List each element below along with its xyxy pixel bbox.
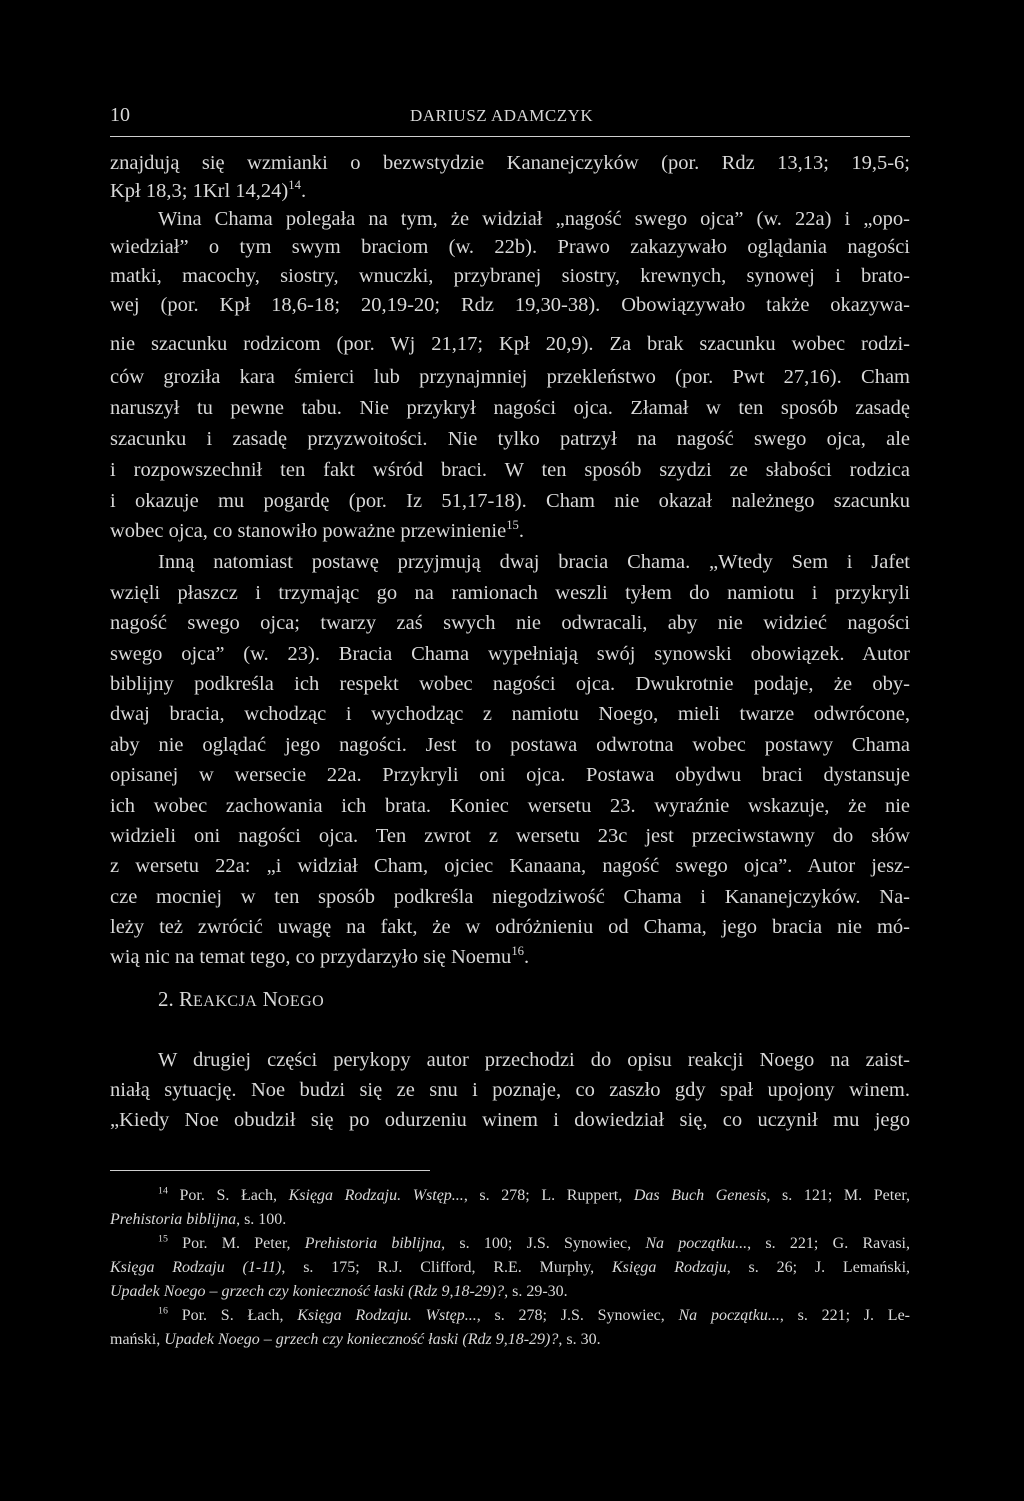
running-title: DARIUSZ ADAMCZYK [410, 106, 594, 125]
footnote-rule [110, 1170, 430, 1171]
text-line: swego ojca” (w. 23). Bracia Chama wypełniają swój synowski obowiązek. Autor [110, 643, 910, 665]
text-line: niałą sytuację. Noe budzi się ze snu i poznaje, co zaszło gdy spał upojony winem. [110, 1079, 910, 1101]
footnote-ref: 14 [288, 178, 301, 193]
footnote-14-line-1: $^{14}$ Por. S. Łach, Księga Rodzaju. Wstęp..., s. 278; L. Ruppert, Das Buch Genesis, s. 121; M. Peter, [158, 1185, 911, 1204]
text-line: cze mocniej w ten sposób podkreśla niegodziwość Chama i Kananejczyków. Na- [110, 886, 910, 908]
footnote-15-line-2: Księga Rodzaju (1-11), s. 175; R.J. Clifford, R.E. Murphy, Księga Rodzaju, s. 26; J. Lemański, [110, 1259, 911, 1276]
text-line: „Kiedy Noe obudził się po odurzeniu winem i dowiedział się, co uczynił mu jego [110, 1109, 910, 1131]
footnote-15-line-1: $^{15}$ Por. M. Peter, Prehistoria biblijna, s. 100; J.S. Synowiec, Na początku..., s. 221; G. Ravasi, [158, 1233, 911, 1252]
text-line: naruszył tu pewne tabu. Nie przykrył nagości ojca. Złamał w ten sposób zasadę [110, 397, 910, 419]
footnote-ref: 16 [511, 944, 525, 959]
footnote-ref: 15 [506, 518, 519, 533]
text-line: i rozpowszechnił ten fakt wśród braci. W ten sposób szydzi ze słabości rodzica [110, 459, 910, 481]
text-line: Inną natomiast postawę przyjmują dwaj bracia Chama. „Wtedy Sem i Jafet [158, 551, 910, 573]
page-number: 10 [110, 104, 130, 126]
section-heading: 2. REAKCJA NOEGO [158, 987, 325, 1011]
text-line: Wina Chama polegała na tym, że widział „nagość swego ojca” (w. 22a) i „opo- [158, 208, 910, 230]
text-line: dwaj bracia, wchodząc i wychodząc z namiotu Noego, mieli twarze odwrócone, [110, 703, 910, 725]
text-line: matki, macochy, siostry, wnuczki, przybranej siostry, krewnych, synowej i brato- [110, 265, 910, 287]
text-line: opisanej w wersecie 22a. Przykryli oni ojca. Postawa obydwu braci dystansuje [110, 764, 910, 786]
footnote-15-line-3: Upadek Noego – grzech czy konieczność łaski (Rdz 9,18-29)?, s. 29-30. [110, 1283, 568, 1300]
text-line: biblijny podkreśla ich respekt wobec nagości ojca. Dwukrotnie podaje, że oby- [110, 673, 910, 695]
text-line: wią nic na temat tego, co przydarzyło się Noemu$^{16}$. [110, 944, 530, 968]
text-line: znajdują się wzmianki o bezwstydzie Kananejczyków (por. Rdz 13,13; 19,5-6; [110, 152, 910, 174]
text-line: leży też zwrócić uwagę na fakt, że w odróżnieniu od Chama, jego bracia nie mó- [110, 916, 910, 938]
footnote-16-line-1: $^{16}$ Por. S. Łach, Księga Rodzaju. Wstęp..., s. 278; J.S. Synowiec, Na początku..., s. 221; J. Le- [158, 1305, 911, 1324]
text-line: ich wobec zachowania ich brata. Koniec wersetu 23. wyraźnie wskazuje, że nie [110, 795, 910, 817]
text-line: ców groziła kara śmierci lub przynajmniej przekleństwo (por. Pwt 27,16). Cham [110, 366, 910, 388]
text-line: W drugiej części perykopy autor przechodzi do opisu reakcji Noego na zaist- [158, 1049, 910, 1071]
text-line: wzięli płaszcz i trzymając go na ramionach weszli tyłem do namiotu i przykryli [110, 582, 910, 604]
text-line: wej (por. Kpł 18,6-18; 20,19-20; Rdz 19,30-38). Obowiązywało także okazywa- [110, 294, 910, 316]
text-line: wiedział” o tym swym braciom (w. 22b). Prawo zakazywało oglądania nagości [110, 236, 910, 258]
text-line: i okazuje mu pogardę (por. Iz 51,17-18). Cham nie okazał należnego szacunku [110, 490, 910, 512]
text-line: nagość swego ojca; twarzy zaś swych nie odwracali, aby nie widzieć nagości [110, 612, 910, 634]
text-line: nie szacunku rodzicom (por. Wj 21,17; Kpł 20,9). Za brak szacunku wobec rodzi- [110, 333, 910, 355]
footnote-16-line-2: mański, Upadek Noego – grzech czy konieczność łaski (Rdz 9,18-29)?, s. 30. [110, 1331, 601, 1348]
text-line: widzieli oni nagości ojca. Ten zwrot z wersetu 23c jest przeciwstawny do słów [110, 825, 910, 847]
text-line: szacunku i zasadę przyzwoitości. Nie tylko patrzył na nagość swego ojca, ale [110, 428, 910, 450]
footnote-14-line-2: Prehistoria biblijna, s. 100. [110, 1211, 287, 1228]
text-line: Kpł 18,3; 1Krl 14,24)$^{14}$. [110, 178, 307, 202]
running-header [110, 104, 910, 132]
text-line: wobec ojca, co stanowiło poważne przewinienie$^{15}$. [110, 518, 525, 542]
text-line: z wersetu 22a: „i widział Cham, ojciec Kanaana, nagość swego ojca”. Autor jesz- [110, 855, 910, 877]
text-line: aby nie oglądać jego nagości. Jest to postawa odwrotna wobec postawy Chama [110, 734, 910, 756]
header-rule [110, 136, 910, 137]
